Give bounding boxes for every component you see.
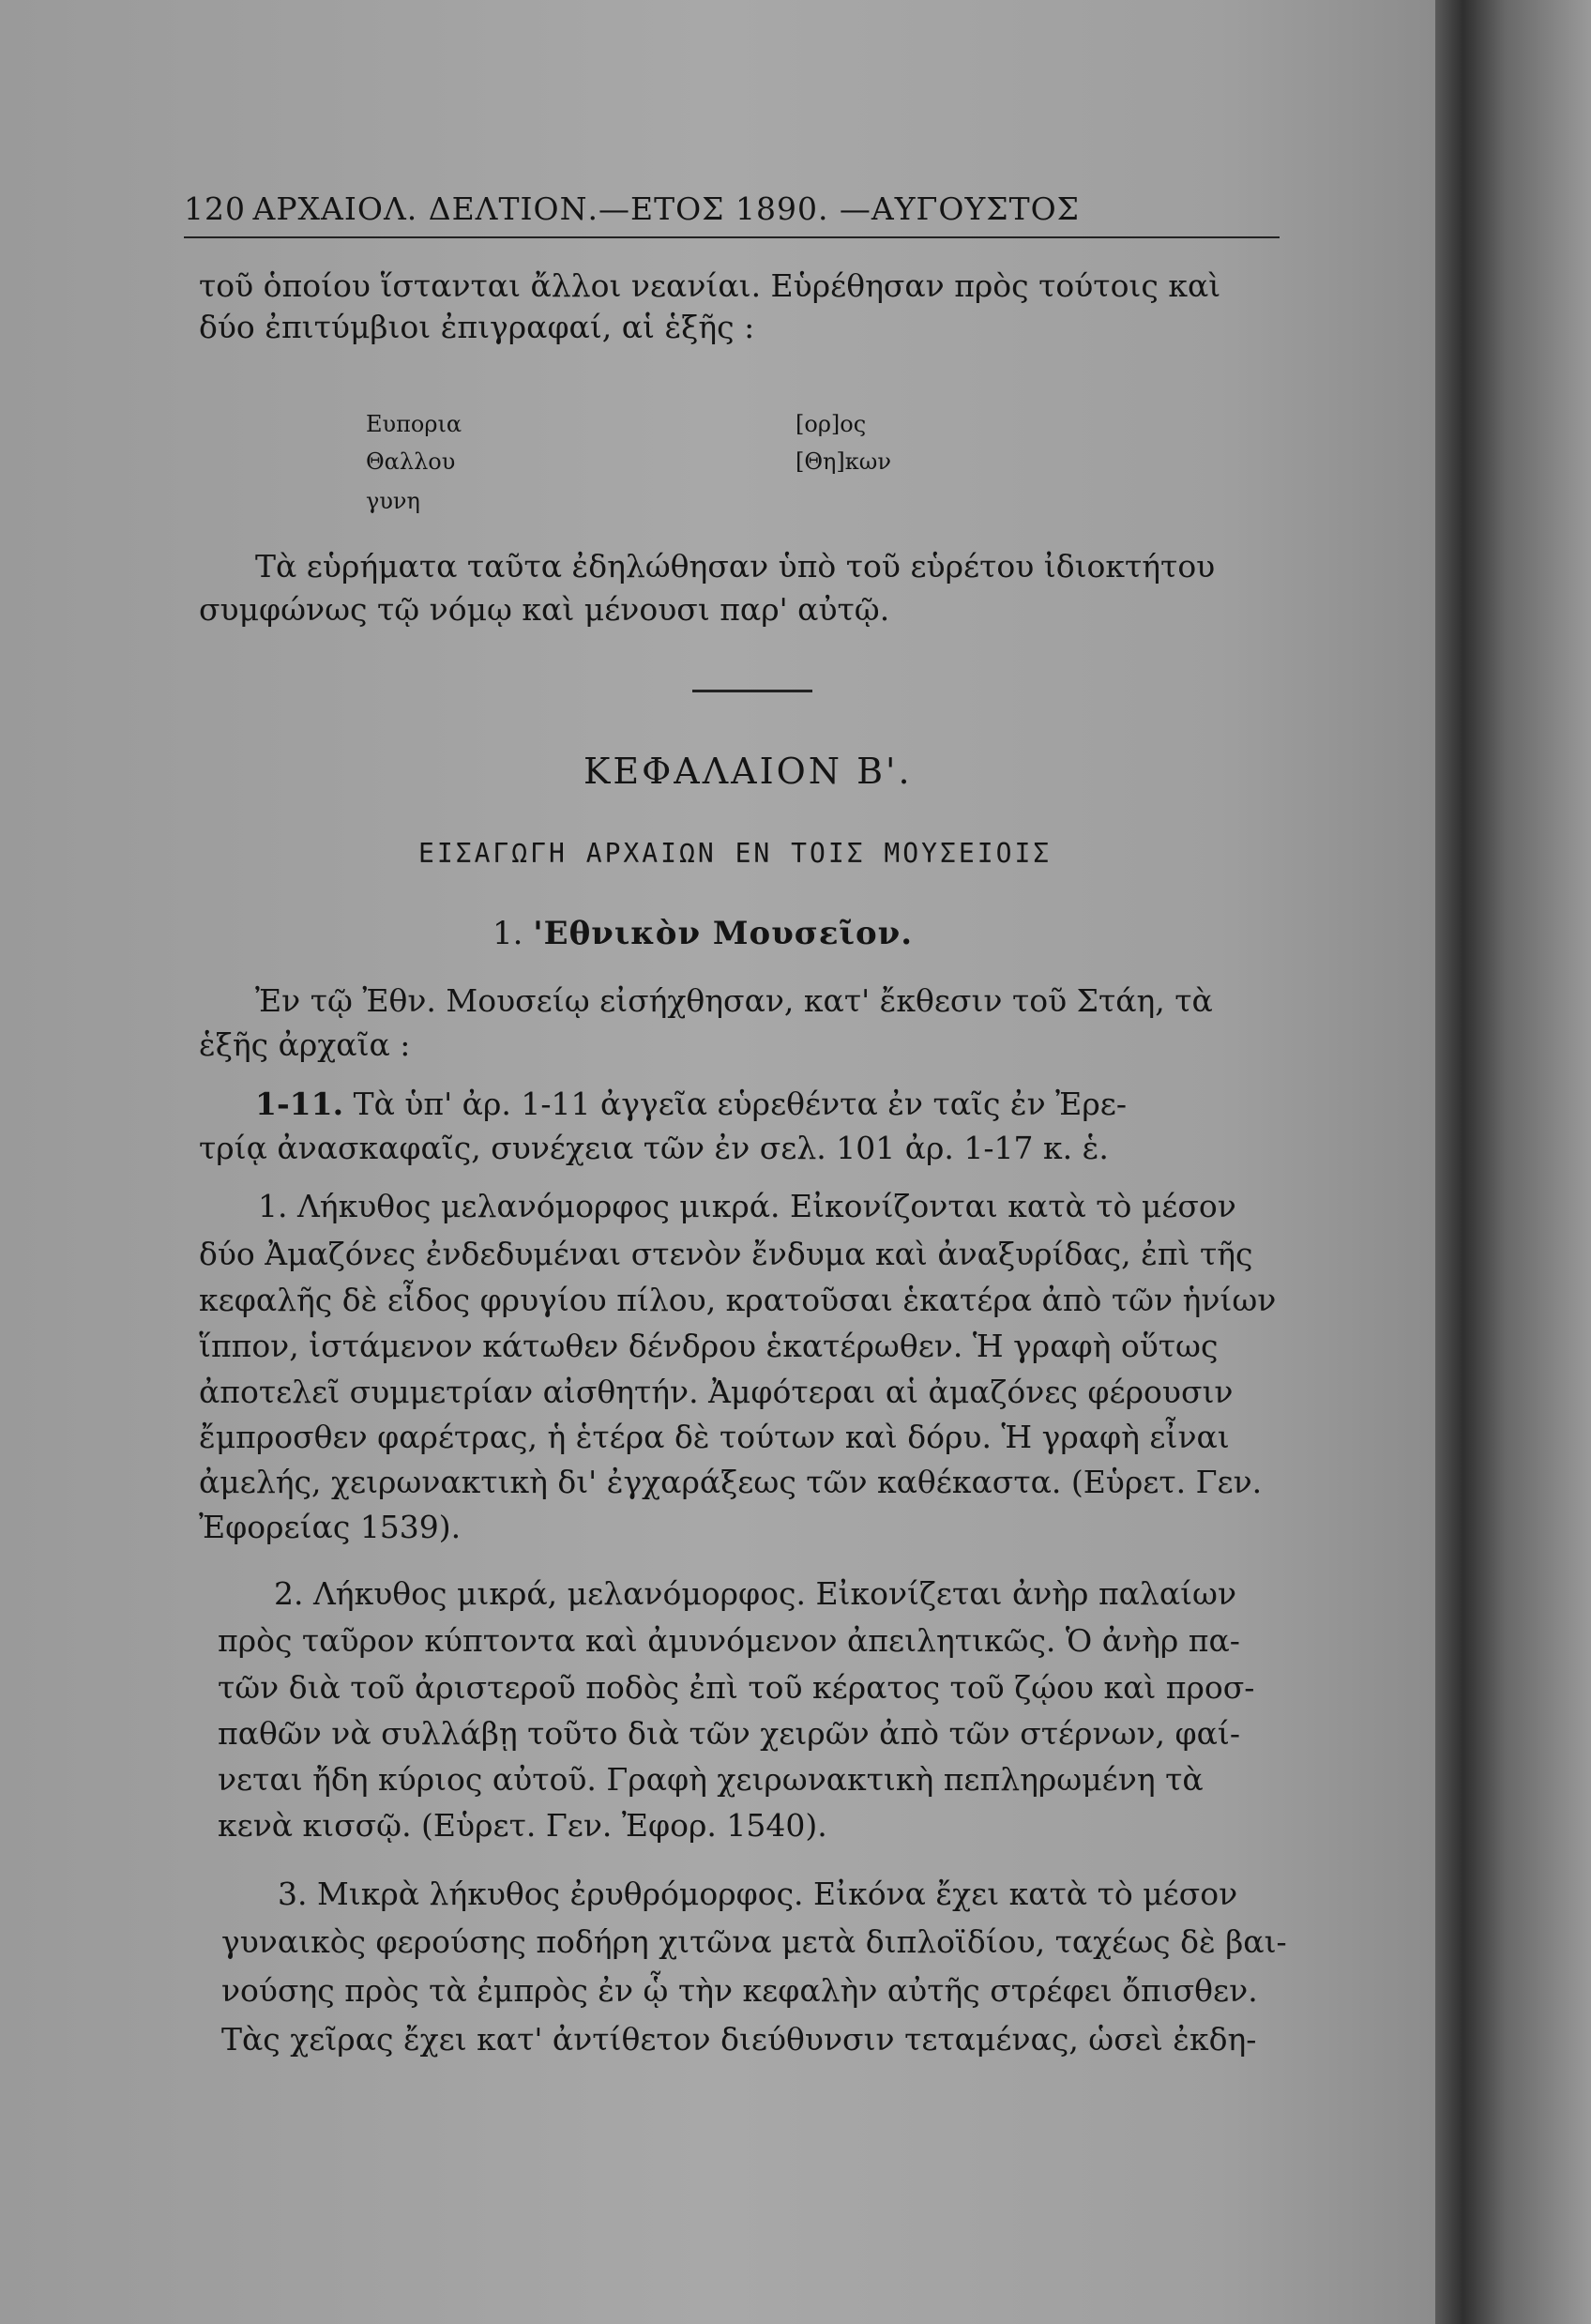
finds-line-1: Τὰ εὑρήματα ταῦτα ἐδηλώθησαν ὑπὸ τοῦ εὑρέτου ἰδιοκτήτου: [255, 548, 1216, 585]
header-rule: [184, 236, 1280, 238]
section-heading: [492, 915, 913, 952]
item1-line-1: 1. Λήκυθος μελανόμορφος μικρά. Εἰκονίζονται κατὰ τὸ μέσον: [258, 1188, 1236, 1224]
item1-line-8: Ἐφορείας 1539).: [199, 1509, 462, 1545]
inscription-left-2: Θαλλου: [366, 448, 456, 475]
item-range-text: Τὰ ὑπ' ἀρ. 1-11 ἀγγεῖα εὑρεθέντα ἐν ταῖς ἐν Ἐρε-: [353, 1086, 1127, 1122]
inscription-right-1: [ορ]ος: [796, 411, 867, 437]
item2-line-2: πρὸς ταῦρον κύπτοντα καὶ ἀμυνόμενον ἀπειλητικῶς. Ὁ ἀνὴρ πα-: [218, 1622, 1240, 1659]
section-divider: [692, 690, 812, 692]
inscription-left-3: γυνη: [366, 488, 420, 514]
item2-line-1: 2. Λήκυθος μικρά, μελανόμορφος. Εἰκονίζεται ἀνὴρ παλαίων: [274, 1575, 1237, 1612]
section-title: 'Εθνικὸν Μουσεῖον.: [533, 915, 914, 952]
item2-line-3: τῶν διὰ τοῦ ἀριστεροῦ ποδὸς ἐπὶ τοῦ κέρατος τοῦ ζῴου καὶ προσ-: [218, 1669, 1255, 1706]
item1-line-3: κεφαλῆς δὲ εἶδος φρυγίου πίλου, κρατοῦσαι ἑκατέρα ἀπὸ τῶν ἡνίων: [199, 1282, 1277, 1318]
page-number: 120: [184, 190, 246, 227]
book-gutter: [1435, 0, 1591, 2324]
chapter-title: ΚΕΦΑΛΑΙΟΝ Β'.: [583, 751, 913, 792]
item1-line-7: ἀμελής, χειρωνακτικὴ δι' ἐγχαράξεως τῶν καθέκαστα. (Εὑρετ. Γεν.: [199, 1464, 1263, 1500]
item3-line-4: Τὰς χεῖρας ἔχει κατ' ἀντίθετον διεύθυνσιν τεταμένας, ὡσεὶ ἐκδη-: [221, 2021, 1257, 2058]
item2-line-5: νεται ἤδη κύριος αὐτοῦ. Γραφὴ χειρωνακτικὴ πεπληρωμένη τὰ: [218, 1761, 1204, 1798]
finds-line-2: συμφώνως τῷ νόμῳ καὶ μένουσι παρ' αὐτῷ.: [199, 591, 890, 628]
museum-line-2: ἑξῆς ἀρχαῖα :: [199, 1026, 411, 1063]
running-title: ΑΡΧΑΙΟΛ. ΔΕΛΤΙΟΝ.—ΕΤΟΣ 1890. —ΑΥΓΟΥΣΤΟΣ: [252, 190, 1080, 227]
item2-line-4: παθῶν νὰ συλλάβῃ τοῦτο διὰ τῶν χειρῶν ἀπὸ τῶν στέρνων, φαί-: [218, 1715, 1240, 1752]
item-range-label: 1-11.: [255, 1086, 344, 1122]
item1-line-5: ἀποτελεῖ συμμετρίαν αἰσθητήν. Ἀμφότεραι αἱ ἀμαζόνες φέρουσιν: [199, 1374, 1234, 1410]
item1-line-6: ἔμπροσθεν φαρέτρας, ἡ ἑτέρα δὲ τούτων καὶ δόρυ. Ἡ γραφὴ εἶναι: [199, 1419, 1230, 1455]
item1-line-2: δύο Ἀμαζόνες ἐνδεδυμέναι στενὸν ἔνδυμα καὶ ἀναξυρίδας, ἐπὶ τῆς: [199, 1236, 1253, 1272]
item3-line-1: 3. Μικρὰ λήκυθος ἐρυθρόμορφος. Εἰκόνα ἔχει κατὰ τὸ μέσον: [278, 1876, 1238, 1912]
item-range-line-2: τρίᾳ ἀνασκαφαῖς, συνέχεια τῶν ἐν σελ. 101 ἀρ. 1-17 κ. ἑ.: [199, 1130, 1109, 1166]
item-range-line-1: [255, 1084, 1127, 1125]
item3-line-3: νούσης πρὸς τὰ ἐμπρὸς ἐν ᾧ τὴν κεφαλὴν αὐτῆς στρέφει ὄπισθεν.: [221, 1972, 1258, 2009]
museum-line-1: Ἐν τῷ Ἐθν. Μουσείῳ εἰσήχθησαν, κατ' ἔκθεσιν τοῦ Στάη, τὰ: [255, 982, 1213, 1019]
item2-line-6: κενὰ κισσῷ. (Εὑρετ. Γεν. Ἐφορ. 1540).: [218, 1807, 827, 1844]
intro-line-2: δύο ἐπιτύμβιοι ἐπιγραφαί, αἱ ἑξῆς :: [199, 309, 755, 345]
running-header: [184, 190, 1281, 237]
inscription-right-2: [Θη]κων: [796, 448, 891, 475]
inscription-left-1: Ευπορια: [366, 411, 462, 437]
intro-line-1: τοῦ ὁποίου ἵστανται ἄλλοι νεανίαι. Εὑρέθησαν πρὸς τούτοις καὶ: [199, 267, 1221, 304]
chapter-subheading: ΕΙΣΑΓΩΓΗ ΑΡΧΑΙΩΝ ΕΝ ΤΟΙΣ ΜΟΥΣΕΙΟΙΣ: [418, 838, 1053, 869]
section-number: 1.: [492, 915, 523, 952]
item1-line-4: ἵππον, ἱστάμενον κάτωθεν δένδρου ἑκατέρωθεν. Ἡ γραφὴ οὕτως: [199, 1328, 1219, 1364]
item3-line-2: γυναικὸς φερούσης ποδήρη χιτῶνα μετὰ διπλοϊδίου, ταχέως δὲ βαι-: [221, 1923, 1287, 1960]
